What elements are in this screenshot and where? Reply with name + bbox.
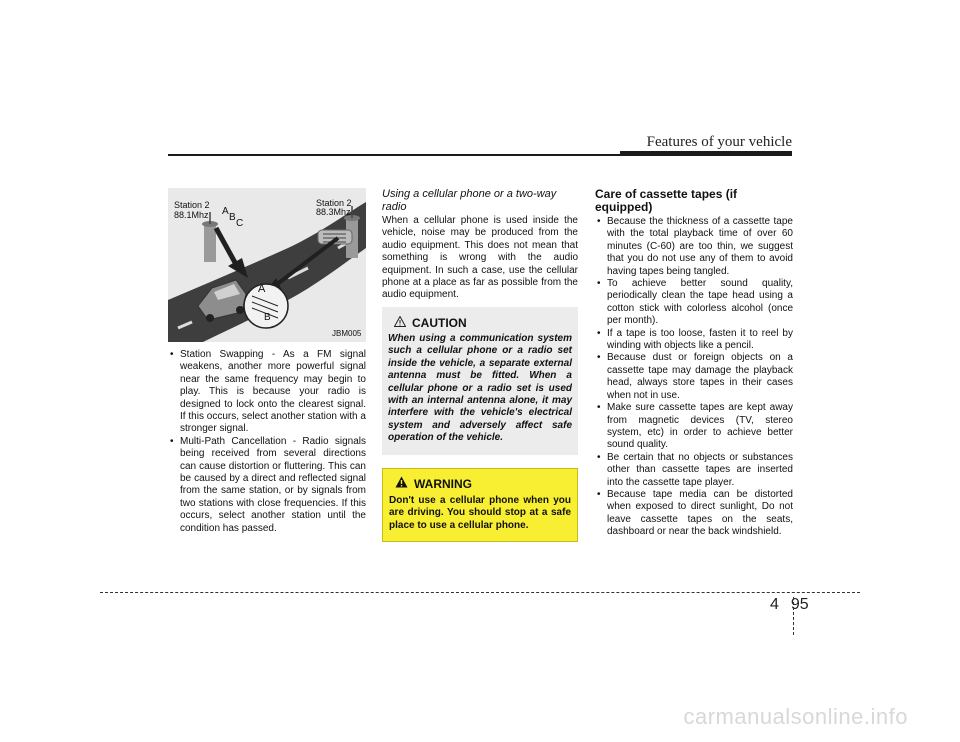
radio-reception-list — [168, 349, 366, 535]
warning-title: WARNING — [414, 476, 472, 491]
left-station-name: Station 2 — [174, 200, 210, 210]
figure-code: JBM005 — [332, 329, 362, 338]
list-item: • Because dust or foreign objects on a cassette tape may damage the playback head, always store tapes in their cases when not in use. — [595, 352, 793, 402]
footer-divider — [793, 597, 794, 635]
right-station-name: Station 2 — [316, 198, 352, 208]
section-number: 4 — [770, 596, 779, 613]
warning-triangle-icon — [395, 476, 408, 491]
caution-header — [394, 316, 467, 330]
page-number-value: 95 — [790, 596, 809, 613]
figure-label-a-lens: A — [258, 283, 266, 295]
caution-title: CAUTION — [412, 316, 467, 330]
page-number — [770, 596, 809, 614]
list-item: • Station Swapping - As a FM signal weakens, another more powerful signal near the same frequency may begin to play. This is because your radio is designed to lock onto the clearest signal. If this occurs, select another station with a stronger signal. — [168, 349, 366, 436]
caution-text: When using a communication system such a cellular phone or a radio set inside the vehicle, a separate external antenna must be fitted. When a cellular phone or a radio set is used with an internal antenna alone, it may interfere with the vehicle's electrical system and adversely affect safe operation of the vehicle. — [388, 333, 572, 444]
list-item: • Be certain that no objects or substances other than cassette tapes are inserted into the cassette tape player. — [595, 452, 793, 489]
list-item: • Because the thickness of a cassette tape with the total playback time of over 60 minutes (C-60) are too thin, we suggest that you do not use any of them to avoid having tapes being tangled. — [595, 216, 793, 278]
caution-triangle-icon — [394, 316, 406, 330]
cassette-care-section — [595, 188, 793, 539]
footer-rule — [100, 592, 860, 593]
warning-header — [395, 476, 472, 491]
figure-label-b: B — [229, 212, 236, 223]
cellular-subheading: Using a cellular phone or a two-way radio — [382, 188, 557, 213]
section-title: Features of your vehicle — [646, 134, 792, 150]
cassette-heading: Care of cassette tapes (if equipped) — [595, 187, 738, 214]
list-item: • If a tape is too loose, fasten it to reel by winding with objects like a pencil. — [595, 328, 793, 353]
list-item: • Multi-Path Cancellation - Radio signals being received from several directions can cause distortion or fluttering. This can be caused by a direct and reflected signal from the same station, or by signals from two stations with close frequencies. If this occurs, select another station until the condition has passed. — [168, 436, 366, 535]
radio-signal-illustration — [168, 188, 366, 342]
figure-label-a: A — [222, 206, 229, 217]
header-rule-accent — [620, 151, 792, 156]
right-station-frequency: 88.3Mhz — [316, 207, 351, 217]
left-station-frequency: 88.1Mhz — [174, 210, 209, 220]
list-item: • Make sure cassette tapes are kept away from magnetic devices (TV, stereo system, etc) in order to achieve better sound quality. — [595, 402, 793, 452]
cellular-phone-section — [382, 188, 578, 302]
warning-text: Don't use a cellular phone when you are driving. You should stop at a safe place to use a cellular phone. — [389, 495, 571, 531]
watermark: carmanualsonline.info — [683, 704, 908, 729]
warning-box — [382, 468, 578, 542]
figure-label-b-lens: B — [264, 312, 271, 323]
cellular-paragraph: When a cellular phone is used inside the vehicle, noise may be produced from the audio equipment. This does not mean that something is wrong with the audio equipment. In such a case, use the cellular phone at a place as far as possible from the audio equipment. — [382, 215, 578, 301]
figure-label-c: C — [236, 218, 244, 229]
list-item: • Because tape media can be distorted when exposed to direct sunlight, Do not leave cassette tapes on the seats, dashboard or near the back windshield. — [595, 489, 793, 539]
list-item: • To achieve better sound quality, periodically clean the tape head using a cotton stick with colorless alcohol (once per month). — [595, 278, 793, 328]
caution-box — [382, 307, 578, 455]
